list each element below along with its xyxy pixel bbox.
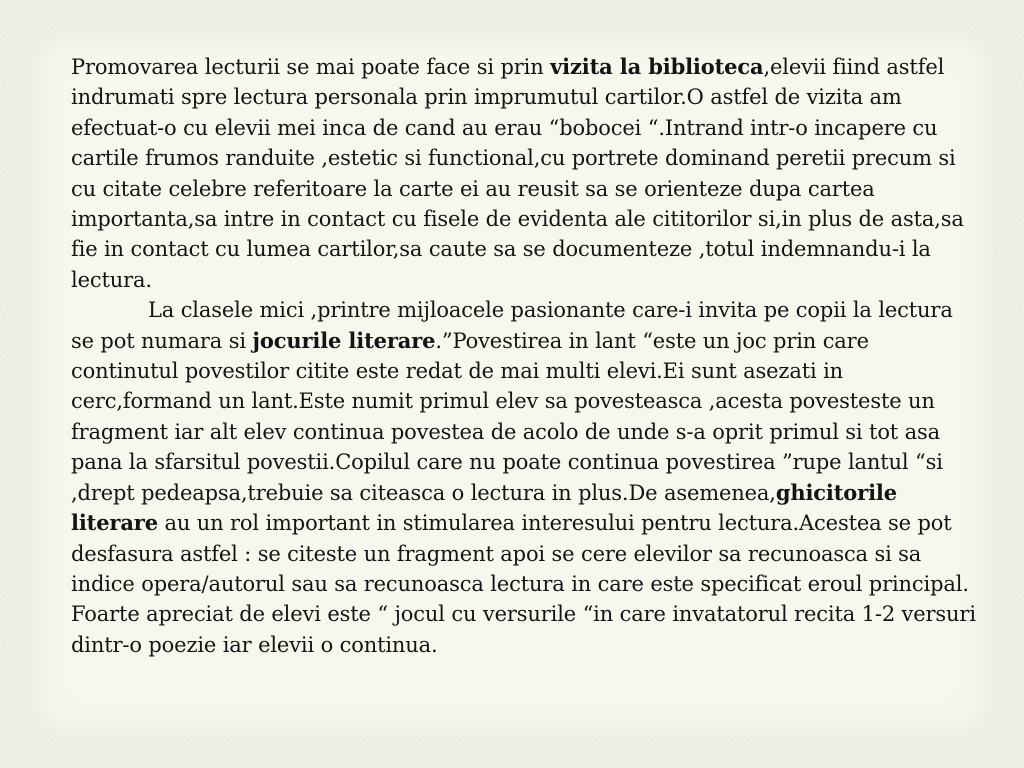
paragraph2-lead: La clasele mici ,printre mijloacele pasionante care-i invita pe copii la lectura se pot numara si (71, 298, 953, 353)
paragraph1-rest: ,elevii fiind astfel indrumati spre lectura personala prin imprumutul cartilor.O astfel de vizita am efectuat-o cu elevii mei inca de cand au erau “bobocei “.Intrand intr-o incapere cu cartile frumos randuite ,estetic si functional,cu portrete dominand peretii precum si cu citate celebre referitoare la carte ei au reusit sa se orienteze dupa cartea importanta,sa intre in contact cu fisele de evidenta ale cititorilor si,in plus de asta,sa fie in contact cu lumea cartilor,sa caute sa se documenteze ,totul indemnandu-i la lectura. (71, 55, 964, 292)
paragraph1-lead: Promovarea lecturii se mai poate face si prin (71, 55, 551, 79)
bold-vizita-la-biblioteca: vizita la biblioteca (550, 54, 764, 79)
paragraph2-mid: .”Povestirea in lant “este un joc prin care continutul povestilor citite este redat de mai multi elevi.Ei sunt asezati in cerc,formand un lant.Este numit primul elev sa povesteasca ,acesta povesteste un fragment iar alt elev continua povestea de acolo de unde s-a oprit primul si tot asa pana la sfarsitul povestii.Copilul care nu poate continua povestirea ”rupe lantul “si ,drept pedeapsa,trebuie sa citeasca o lectura in plus.De asemenea, (71, 328, 943, 505)
bold-jocurile-literare: jocurile literare (252, 327, 436, 353)
bold-ghicitorile-literare: ghicitorile literare (71, 479, 897, 536)
paragraph2-tail: au un rol important in stimularea interesului pentru lectura.Acestea se pot desfasura astfel : se citeste un fragment apoi se cere elevilor sa recunoasca si sa indice opera/autorul sau sa recunoasca lectura in care este specificat eroul principal. Foarte apreciat de elevi este “ jocul cu versurile “in care invatatorul recita 1-2 versuri dintr-o poezie iar elevii o continua. (71, 511, 976, 657)
slide-text-body (71, 52, 981, 660)
paragraph-literary-games (71, 295, 981, 660)
paragraph-library-visit (71, 52, 981, 295)
